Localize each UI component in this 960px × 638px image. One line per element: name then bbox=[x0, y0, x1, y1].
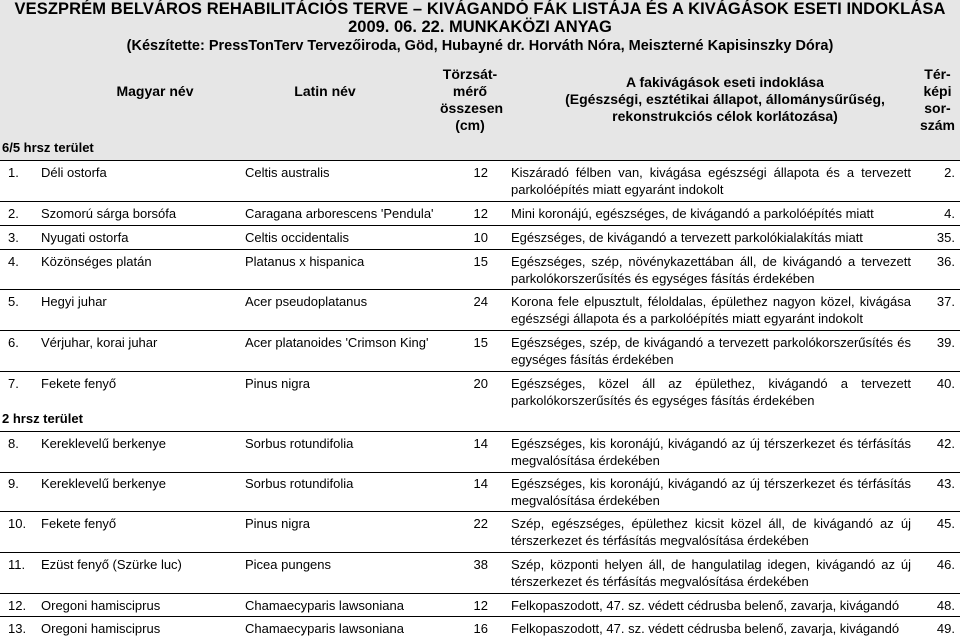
table-row bbox=[0, 161, 960, 202]
removal-reason: Szép, egészséges, épülethez kicsit közel áll, de kivágandó az új térszerkezet és térfásítás megvalósítása érdekében bbox=[511, 516, 911, 548]
trunk-diameter: 14 bbox=[473, 476, 488, 491]
map-number: 39. bbox=[936, 335, 955, 350]
column-header-diameter-line: (cm) bbox=[455, 117, 485, 133]
map-number: 36. bbox=[936, 254, 955, 269]
trunk-diameter: 12 bbox=[473, 598, 488, 613]
table-row bbox=[0, 553, 960, 594]
latin-name: Pinus nigra bbox=[245, 376, 311, 391]
hungarian-name: Oregoni hamisciprus bbox=[41, 621, 161, 636]
removal-reason: Korona fele elpusztult, féloldalas, épülethez nagyon közel, kivágása egészségi állapota és a parkolóépítés miatt egyaránt indokolt bbox=[511, 294, 911, 326]
column-header-diameter-line: összesen bbox=[440, 100, 504, 116]
removal-reason: Mini koronájú, egészséges, de kivágandó a parkolóépítés miatt bbox=[511, 206, 874, 221]
hungarian-name: Ezüst fenyő (Szürke luc) bbox=[41, 557, 182, 572]
hungarian-name: Déli ostorfa bbox=[41, 165, 107, 180]
latin-name: Sorbus rotundifolia bbox=[245, 436, 354, 451]
table-row bbox=[0, 202, 960, 226]
table-row bbox=[0, 594, 960, 617]
area-label: 6/5 hrsz terület bbox=[2, 140, 94, 155]
map-number: 2. bbox=[944, 165, 955, 180]
trunk-diameter: 14 bbox=[473, 436, 488, 451]
latin-name: Chamaecyparis lawsoniana bbox=[245, 598, 404, 613]
removal-reason: Egészséges, szép, növénykazettában áll, de kivágandó a tervezett parkolókorszerűsítés és egységes fásítás érdekében bbox=[511, 254, 911, 286]
map-number: 43. bbox=[936, 476, 955, 491]
column-header-reason-line: A fakivágások eseti indoklása bbox=[626, 74, 824, 90]
trunk-diameter: 15 bbox=[473, 254, 488, 269]
latin-name: Platanus x hispanica bbox=[245, 254, 365, 269]
row-number: 1. bbox=[8, 165, 19, 180]
map-number: 46. bbox=[936, 557, 955, 572]
latin-name: Chamaecyparis lawsoniana bbox=[245, 621, 404, 636]
table-row bbox=[0, 512, 960, 553]
column-header-hungarian-name: Magyar név bbox=[116, 83, 194, 99]
row-number: 5. bbox=[8, 294, 19, 309]
column-header-map-line: képi bbox=[923, 83, 952, 99]
hungarian-name: Vérjuhar, korai juhar bbox=[41, 335, 158, 350]
area-section-header bbox=[0, 405, 960, 429]
row-number: 4. bbox=[8, 254, 19, 269]
removal-reason: Egészséges, de kivágandó a tervezett parkolókialakítás miatt bbox=[511, 230, 863, 245]
map-number: 49. bbox=[936, 621, 955, 636]
hungarian-name: Kereklevelű berkenye bbox=[41, 476, 167, 491]
removal-reason: Egészséges, kis koronájú, kivágandó az új térszerkezet és térfásítás megvalósítása érdekében bbox=[511, 476, 911, 508]
map-number: 45. bbox=[936, 516, 955, 531]
trunk-diameter: 12 bbox=[473, 206, 488, 221]
map-number: 35. bbox=[936, 230, 955, 245]
document-title-block bbox=[0, 0, 960, 55]
hungarian-name: Fekete fenyő bbox=[41, 516, 117, 531]
trunk-diameter: 10 bbox=[473, 230, 488, 245]
map-number: 48. bbox=[936, 598, 955, 613]
hungarian-name: Hegyi juhar bbox=[41, 294, 107, 309]
column-header-map-number bbox=[915, 66, 960, 134]
column-header-reason-line: (Egészségi, esztétikai állapot, állománysűrűség, bbox=[565, 91, 885, 107]
table-row bbox=[0, 250, 960, 290]
document-authors: (Készítette: PressTonTerv Tervezőiroda, Göd, Hubayné dr. Horváth Nóra, Meiszterné Kapisinszky Dóra) bbox=[126, 38, 834, 54]
latin-name: Sorbus rotundifolia bbox=[245, 476, 354, 491]
row-number: 2. bbox=[8, 206, 19, 221]
map-number: 4. bbox=[944, 206, 955, 221]
row-number: 6. bbox=[8, 335, 19, 350]
latin-name: Picea pungens bbox=[245, 557, 332, 572]
trunk-diameter: 12 bbox=[473, 165, 488, 180]
trunk-diameter: 24 bbox=[473, 294, 488, 309]
latin-name: Celtis australis bbox=[245, 165, 330, 180]
trunk-diameter: 15 bbox=[473, 335, 488, 350]
document-title: VESZPRÉM BELVÁROS REHABILITÁCIÓS TERVE – KIVÁGANDÓ FÁK LISTÁJA ÉS A KIVÁGÁSOK ESETI INDOKLÁSA bbox=[14, 0, 946, 18]
column-header-diameter-line: Törzsát- bbox=[442, 66, 498, 82]
removal-reason: Egészséges, közel áll az épülethez, kivágandó a tervezett parkolókorszerűsítés és egységes fásítás érdekében bbox=[511, 376, 911, 408]
map-number: 37. bbox=[936, 294, 955, 309]
table-row bbox=[0, 331, 960, 372]
trunk-diameter: 38 bbox=[473, 557, 488, 572]
removal-reason: Kiszáradó félben van, kivágása egészségi állapota és a tervezett parkolóépítés miatt egyaránt indokolt bbox=[511, 165, 911, 197]
removal-reason: Egészséges, szép, de kivágandó a tervezett parkolókorszerűsítés és egységes fásítás érdekében bbox=[511, 335, 911, 367]
latin-name: Pinus nigra bbox=[245, 516, 311, 531]
hungarian-name: Közönséges platán bbox=[41, 254, 152, 269]
removal-reason: Egészséges, kis koronájú, kivágandó az új térszerkezet és térfásítás megvalósítása érdekében bbox=[511, 436, 911, 468]
table-row bbox=[0, 226, 960, 250]
column-header-map-line: sor- bbox=[924, 100, 951, 116]
row-number: 7. bbox=[8, 376, 19, 391]
table-row bbox=[0, 290, 960, 331]
removal-reason: Felkopaszodott, 47. sz. védett cédrusba belenő, zavarja, kivágandó bbox=[511, 598, 900, 613]
area-label: 2 hrsz terület bbox=[2, 411, 83, 426]
table-row bbox=[0, 617, 960, 638]
row-number: 8. bbox=[8, 436, 19, 451]
trunk-diameter: 20 bbox=[473, 376, 488, 391]
hungarian-name: Kereklevelű berkenye bbox=[41, 436, 167, 451]
row-number: 10. bbox=[8, 516, 27, 531]
column-header-map-line: Tér- bbox=[924, 66, 951, 82]
removal-reason: Szép, központi helyen áll, de hangulatilag idegen, kivágandó az új térszerkezet és térfásítás megvalósítása érdekében bbox=[511, 557, 911, 589]
hungarian-name: Oregoni hamisciprus bbox=[41, 598, 161, 613]
trunk-diameter: 16 bbox=[473, 621, 488, 636]
latin-name: Celtis occidentalis bbox=[245, 230, 350, 245]
column-header-map-line: szám bbox=[919, 117, 956, 133]
column-header-reason bbox=[520, 74, 930, 125]
document-date-status: 2009. 06. 22. MUNKAKÖZI ANYAG bbox=[348, 18, 612, 36]
map-number: 40. bbox=[936, 376, 955, 391]
map-number: 42. bbox=[936, 436, 955, 451]
hungarian-name: Nyugati ostorfa bbox=[41, 230, 129, 245]
row-number: 3. bbox=[8, 230, 19, 245]
row-number: 12. bbox=[8, 598, 27, 613]
table-row bbox=[0, 431, 960, 473]
hungarian-name: Szomorú sárga borsófa bbox=[41, 206, 177, 221]
latin-name: Caragana arborescens 'Pendula' bbox=[245, 206, 434, 221]
table-row bbox=[0, 472, 960, 512]
column-header-diameter bbox=[440, 66, 504, 134]
trunk-diameter: 22 bbox=[473, 516, 488, 531]
latin-name: Acer platanoides 'Crimson King' bbox=[245, 335, 429, 350]
removal-reason: Felkopaszodott, 47. sz. védett cédrusba belenő, zavarja, kivágandó bbox=[511, 621, 900, 636]
row-number: 9. bbox=[8, 476, 19, 491]
row-number: 13. bbox=[8, 621, 27, 636]
column-header-latin-name: Latin név bbox=[294, 83, 356, 99]
table-header bbox=[0, 55, 960, 161]
latin-name: Acer pseudoplatanus bbox=[245, 294, 368, 309]
row-number: 11. bbox=[8, 557, 26, 572]
hungarian-name: Fekete fenyő bbox=[41, 376, 117, 391]
column-header-diameter-line: mérő bbox=[452, 83, 488, 99]
column-header-reason-line: rekonstrukciós célok korlátozása) bbox=[612, 108, 838, 124]
